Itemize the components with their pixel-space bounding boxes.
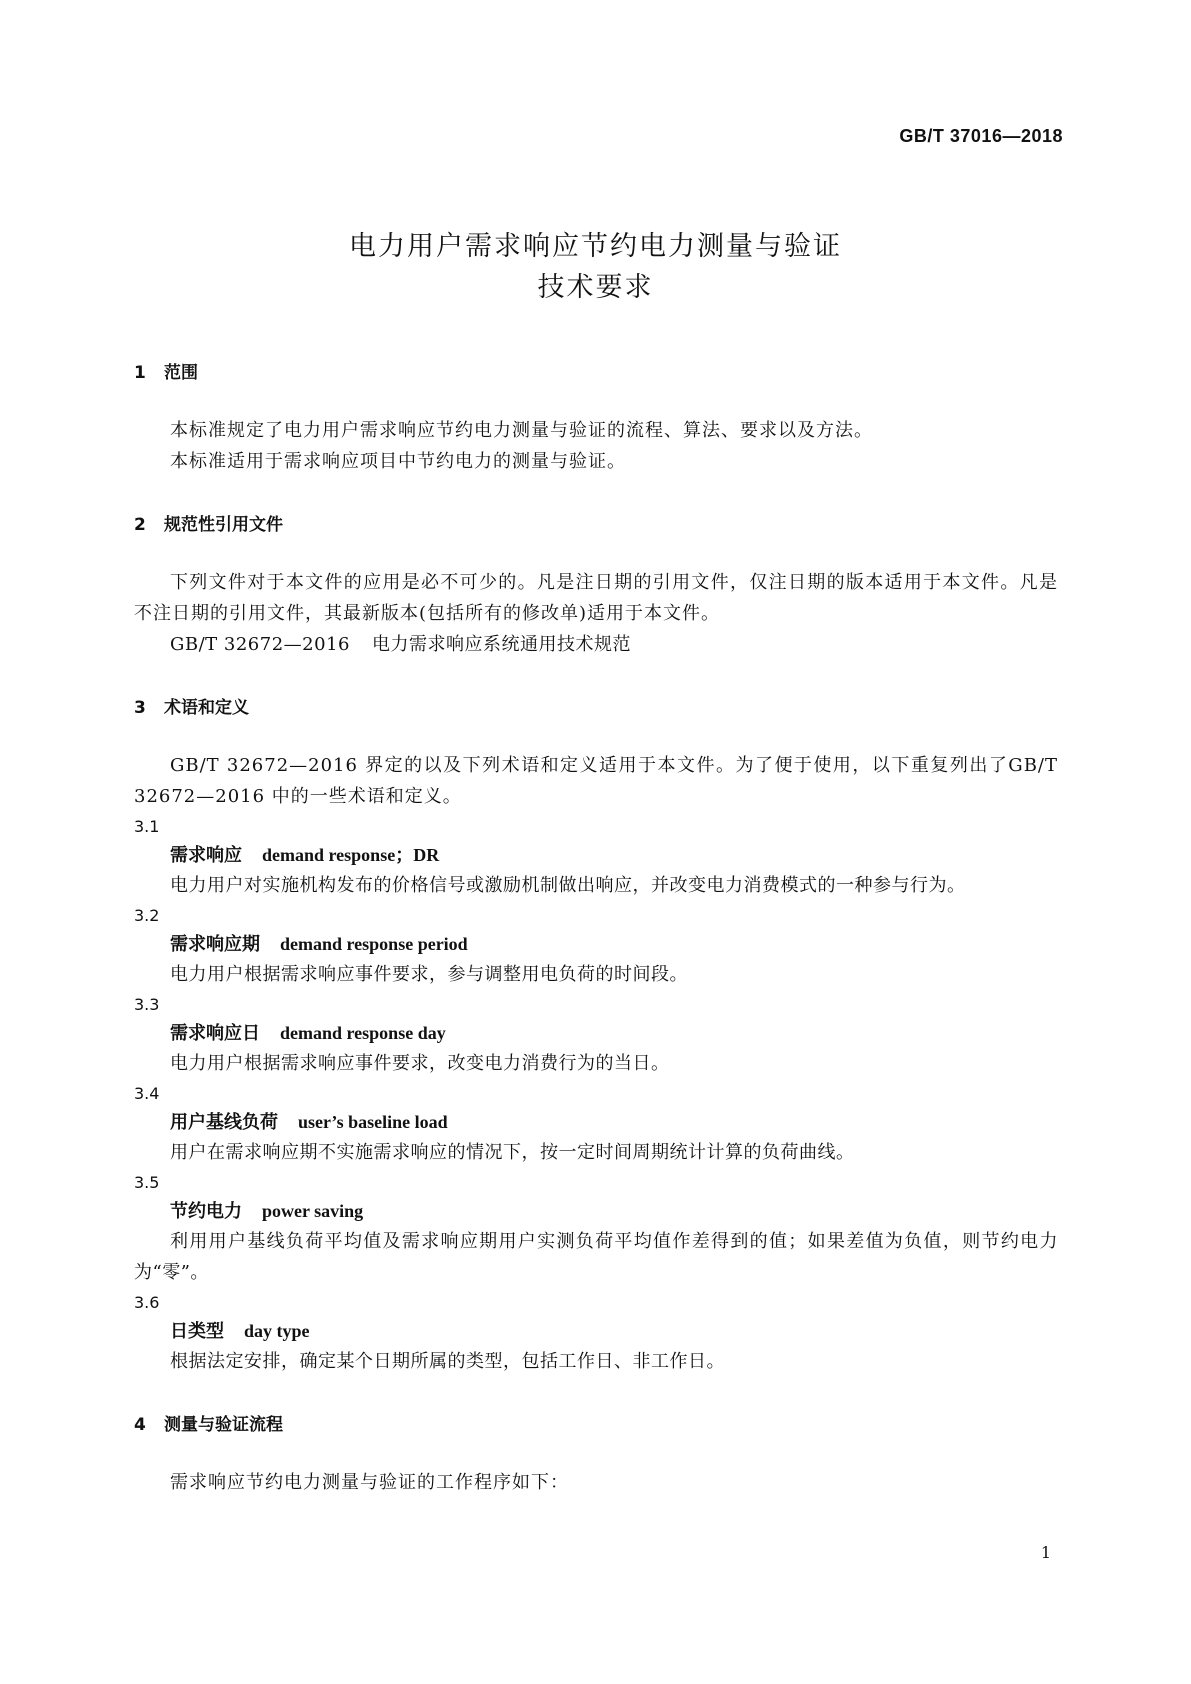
section-title: 测量与验证流程 xyxy=(164,1415,283,1435)
term-definition: 电力用户对实施机构发布的价格信号或激励机制做出响应，并改变电力消费模式的一种参与行为。 xyxy=(170,875,966,896)
section-number: 2 xyxy=(134,515,146,535)
term-number: 3.2 xyxy=(134,906,160,925)
term-definition: 电力用户根据需求响应事件要求，参与调整用电负荷的时间段。 xyxy=(170,964,688,985)
term-entry xyxy=(134,1168,1058,1288)
term-name-zh: 需求响应期 xyxy=(170,934,260,955)
term-entry xyxy=(134,990,1058,1079)
term-name xyxy=(134,1317,1058,1346)
term-name xyxy=(134,1197,1058,1226)
term-definition: 用户在需求响应期不实施需求响应的情况下，按一定时间周期统计计算的负荷曲线。 xyxy=(170,1142,855,1163)
term-number: 3.6 xyxy=(134,1293,160,1312)
reference-title: 电力需求响应系统通用技术规范 xyxy=(371,634,631,655)
title-line-2: 技术要求 xyxy=(537,272,654,303)
paragraph: 需求响应节约电力测量与验证的工作程序如下： xyxy=(170,1472,569,1493)
section-heading-3 xyxy=(134,694,1058,722)
term-name xyxy=(134,841,1058,870)
term-name xyxy=(134,1108,1058,1137)
section-title: 术语和定义 xyxy=(164,698,249,718)
term-number: 3.1 xyxy=(134,817,160,836)
page-number: 1 xyxy=(1040,1543,1051,1562)
term-name-en: demand response；DR xyxy=(262,845,440,865)
section-heading-4 xyxy=(134,1411,1058,1439)
term-name-en: demand response period xyxy=(280,934,468,954)
term-number: 3.3 xyxy=(134,995,160,1014)
section-title: 规范性引用文件 xyxy=(164,515,283,535)
term-name-zh: 需求响应 xyxy=(170,845,242,866)
term-name xyxy=(134,930,1058,959)
term-name-zh: 日类型 xyxy=(170,1321,224,1342)
section-heading-1 xyxy=(134,359,1058,387)
document-body xyxy=(134,359,1058,1498)
term-entry xyxy=(134,1079,1058,1168)
section-heading-2 xyxy=(134,511,1058,539)
paragraph: 下列文件对于本文件的应用是必不可少的。凡是注日期的引用文件，仅注日期的版本适用于本文件。凡是不注日期的引用文件，其最新版本(包括所有的修改单)适用于本文件。 xyxy=(134,572,1058,624)
term-number: 3.5 xyxy=(134,1173,160,1192)
document-title xyxy=(0,226,1191,308)
normative-reference xyxy=(134,629,1058,660)
section-number: 4 xyxy=(134,1415,146,1435)
paragraph: 本标准适用于需求响应项目中节约电力的测量与验证。 xyxy=(170,451,626,472)
reference-code: GB/T 32672—2016 xyxy=(170,634,350,655)
section-number: 3 xyxy=(134,698,146,718)
term-name-zh: 节约电力 xyxy=(170,1201,242,1222)
section-title: 范围 xyxy=(164,363,198,383)
term-name-zh: 用户基线负荷 xyxy=(170,1112,278,1133)
term-name xyxy=(134,1019,1058,1048)
term-definition: 利用用户基线负荷平均值及需求响应期用户实测负荷平均值作差得到的值；如果差值为负值，则节约电力为“零”。 xyxy=(134,1231,1058,1283)
term-definition: 电力用户根据需求响应事件要求，改变电力消费行为的当日。 xyxy=(170,1053,670,1074)
term-entry xyxy=(134,901,1058,990)
term-entry xyxy=(134,812,1058,901)
term-name-zh: 需求响应日 xyxy=(170,1023,260,1044)
title-line-1: 电力用户需求响应节约电力测量与验证 xyxy=(349,231,842,262)
paragraph: GB/T 32672—2016 界定的以及下列术语和定义适用于本文件。为了便于使用，以下重复列出了GB/T 32672—2016 中的一些术语和定义。 xyxy=(134,755,1058,807)
term-name-en: power saving xyxy=(262,1201,364,1221)
paragraph: 本标准规定了电力用户需求响应节约电力测量与验证的流程、算法、要求以及方法。 xyxy=(170,420,873,441)
term-number: 3.4 xyxy=(134,1084,160,1103)
term-name-en: demand response day xyxy=(280,1023,446,1043)
term-name-en: user’s baseline load xyxy=(298,1112,448,1132)
term-definition: 根据法定安排，确定某个日期所属的类型，包括工作日、非工作日。 xyxy=(170,1351,725,1372)
section-number: 1 xyxy=(134,363,146,383)
term-name-en: day type xyxy=(244,1321,310,1341)
term-entry xyxy=(134,1288,1058,1377)
standard-code: GB/T 37016—2018 xyxy=(899,126,1063,146)
